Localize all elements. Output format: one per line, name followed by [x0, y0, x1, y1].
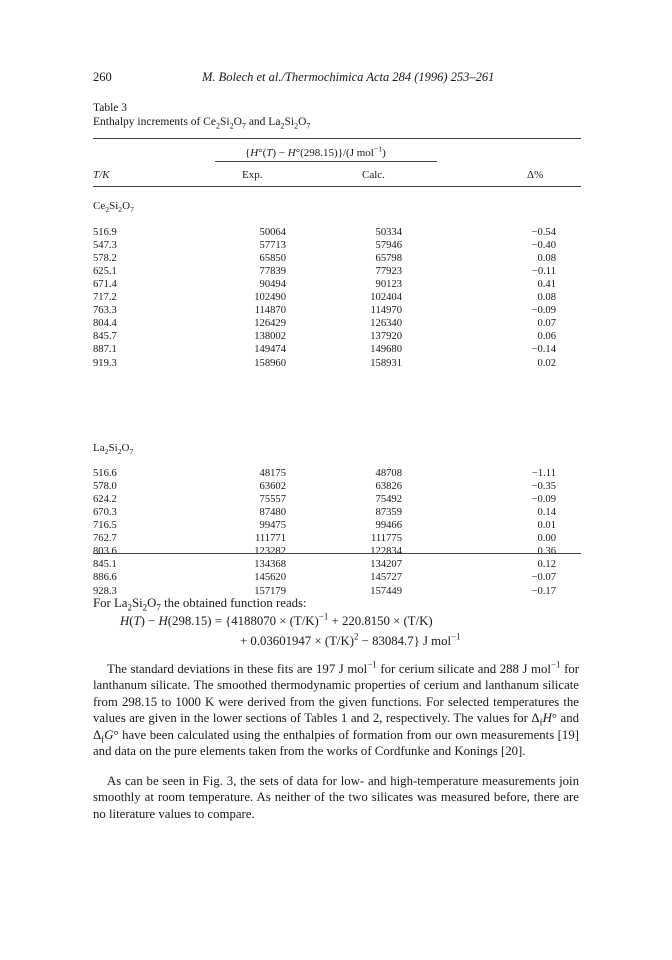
- table-cell: 763.3: [93, 305, 117, 317]
- col-header-calc: Calc.: [362, 169, 385, 181]
- table-cell: 111775: [371, 533, 402, 545]
- table-cell: 137920: [370, 331, 402, 343]
- col-header-temperature: T/K: [93, 169, 110, 181]
- paragraph-2: As can be seen in Fig. 3, the sets of data for low- and high-temperature measurements join smoothly at room temperature. As neither of the two silicates was measured before, there are no literature values to compare.: [93, 774, 579, 821]
- table-cell: 803.6: [93, 546, 117, 558]
- table-title: Enthalpy increments of $Ce_2Si_2O_7$ and $La_2Si_2O_7$: [93, 116, 311, 131]
- table-cell: 63826: [375, 481, 402, 493]
- table-cell: 90123: [375, 279, 402, 291]
- table-cell: 50334: [375, 227, 402, 238]
- table-cell: 99466: [375, 520, 402, 532]
- table-cell: 157449: [370, 585, 402, 597]
- table-cell: 134207: [370, 559, 402, 571]
- table-cell: 99475: [259, 520, 286, 532]
- table-cell: 87359: [375, 507, 402, 519]
- table-cell: 845.7: [93, 331, 117, 343]
- table-cell: 77923: [375, 266, 402, 278]
- table-cell: 578.0: [93, 481, 117, 493]
- table-cell: 102404: [370, 292, 402, 304]
- table-top-rule: [93, 138, 581, 139]
- table-cell: 149680: [370, 344, 402, 356]
- table-cell: 57946: [375, 240, 402, 252]
- table-cell: 578.2: [93, 253, 117, 265]
- table-cell: 158960: [254, 357, 286, 369]
- header-rule: [93, 186, 581, 187]
- intro-text: For $La_2Si_2O_7$ the obtained function reads:: [93, 596, 307, 613]
- table-cell: 886.6: [93, 572, 117, 584]
- group-header: $Ce_2Si_2O_7$: [93, 200, 134, 215]
- table-cell: 50064: [259, 227, 286, 238]
- table-cell: 0.12: [537, 559, 556, 571]
- table-cell: −0.07: [531, 572, 556, 584]
- table-label: Table 3: [93, 102, 128, 114]
- table-cell: −1.11: [531, 468, 556, 479]
- table-cell: 762.7: [93, 533, 117, 545]
- table-cell: 138002: [254, 331, 286, 343]
- table-cell: 804.4: [93, 318, 117, 330]
- table-cell: −0.17: [531, 585, 556, 597]
- table-cell: 516.6: [93, 468, 117, 479]
- table-cell: 77839: [259, 266, 286, 278]
- table-cell: 48708: [375, 468, 402, 479]
- table-cell: 63602: [259, 481, 286, 493]
- table-cell: 717.2: [93, 292, 117, 304]
- table-cell: 919.3: [93, 357, 117, 369]
- table-cell: 126429: [254, 318, 286, 330]
- table-cell: 0.08: [537, 292, 556, 304]
- table-cell: 114870: [254, 305, 286, 317]
- table-cell: 75557: [259, 494, 286, 506]
- table-cell: 158931: [370, 357, 402, 369]
- col-header-delta-percent: Δ%: [527, 169, 544, 181]
- table-cell: 0.06: [537, 331, 556, 343]
- table-cell: 0.07: [537, 318, 556, 330]
- spanner-header: {H°(T) − H°(298.15)}/(J mol$^{-1}$): [245, 144, 386, 159]
- table-cell: 65798: [375, 253, 402, 265]
- table-cell: 0.36: [537, 546, 556, 558]
- table-cell: 123282: [254, 546, 286, 558]
- table-cell: 625.1: [93, 266, 117, 278]
- table-cell: −0.11: [531, 266, 556, 278]
- group-header: $La_2Si_2O_7$: [93, 442, 134, 457]
- col-header-exp: Exp.: [242, 169, 263, 181]
- table-cell: 65850: [259, 253, 286, 265]
- table-cell: 145727: [370, 572, 402, 584]
- table-cell: 671.4: [93, 279, 117, 291]
- table-cell: 134368: [254, 559, 286, 571]
- table-cell: −0.54: [531, 227, 556, 238]
- table-cell: 122834: [370, 546, 402, 558]
- table-cell: 887.1: [93, 344, 117, 356]
- equation-line-1: $H(T) - H(298.15) = \{4188070 \times (T/K)^{-1} + 220.8150 \times (T/K)$: [120, 611, 433, 628]
- table-cell: 928.3: [93, 585, 117, 597]
- table-cell: −0.09: [531, 305, 556, 317]
- paragraph-1: The standard deviations in these fits are 197 J mol$^{-1}$ for cerium silicate and 288 J mol$^{-1}$ for lanthanum silicate. The smoothed thermodynamic properties of cerium and lanthanum silicate from 298.15 to 1000 K were derived from the given functions. For selected temperatures the values are given in the lower sections of Tables 1 and 2, respectively. The values for $\Delta_fH^\circ$ and $\Delta_fG^\circ$ have been calculated using the enthalpies of formation from our own measurements [19] and data on the pure elements taken from the works of Cordfunke and Konings [20].: [93, 659, 579, 759]
- table-cell: −0.09: [531, 494, 556, 506]
- table-cell: 102490: [254, 292, 286, 304]
- table-cell: 0.08: [537, 253, 556, 265]
- table-cell: 716.5: [93, 520, 117, 532]
- table-cell: 516.9: [93, 227, 117, 238]
- page-number: 260: [93, 70, 112, 84]
- table-cell: −0.35: [531, 481, 556, 493]
- spanner-rule: [215, 161, 437, 162]
- table-cell: 624.2: [93, 494, 117, 506]
- table-cell: 48175: [259, 468, 286, 479]
- table-cell: 547.3: [93, 240, 117, 252]
- table-cell: 57713: [259, 240, 286, 252]
- table-cell: 111771: [255, 533, 286, 545]
- table-cell: 90494: [259, 279, 286, 291]
- table-cell: 75492: [375, 494, 402, 506]
- table-cell: 145620: [254, 572, 286, 584]
- table-cell: 126340: [370, 318, 402, 330]
- table-cell: 114970: [370, 305, 402, 317]
- table-cell: 845.1: [93, 559, 117, 571]
- table-cell: 0.14: [537, 507, 556, 519]
- table-bottom-rule: [93, 553, 581, 554]
- equation-line-2: + $0.03601947 \times (T/K)^2 - 83084.7$} J mol$^{-1}$: [240, 631, 461, 648]
- table-cell: 157179: [254, 585, 286, 597]
- table-cell: 0.02: [537, 357, 556, 369]
- table-cell: 87480: [259, 507, 286, 519]
- table-cell: 149474: [254, 344, 286, 356]
- running-head: M. Bolech et al./Thermochimica Acta 284 (1996) 253–261: [202, 70, 495, 84]
- table-cell: 0.00: [537, 533, 556, 545]
- table-cell: 0.41: [537, 279, 556, 291]
- table-cell: −0.14: [531, 344, 556, 356]
- table-cell: 670.3: [93, 507, 117, 519]
- table-cell: −0.40: [531, 240, 556, 252]
- table-cell: 0.01: [537, 520, 556, 532]
